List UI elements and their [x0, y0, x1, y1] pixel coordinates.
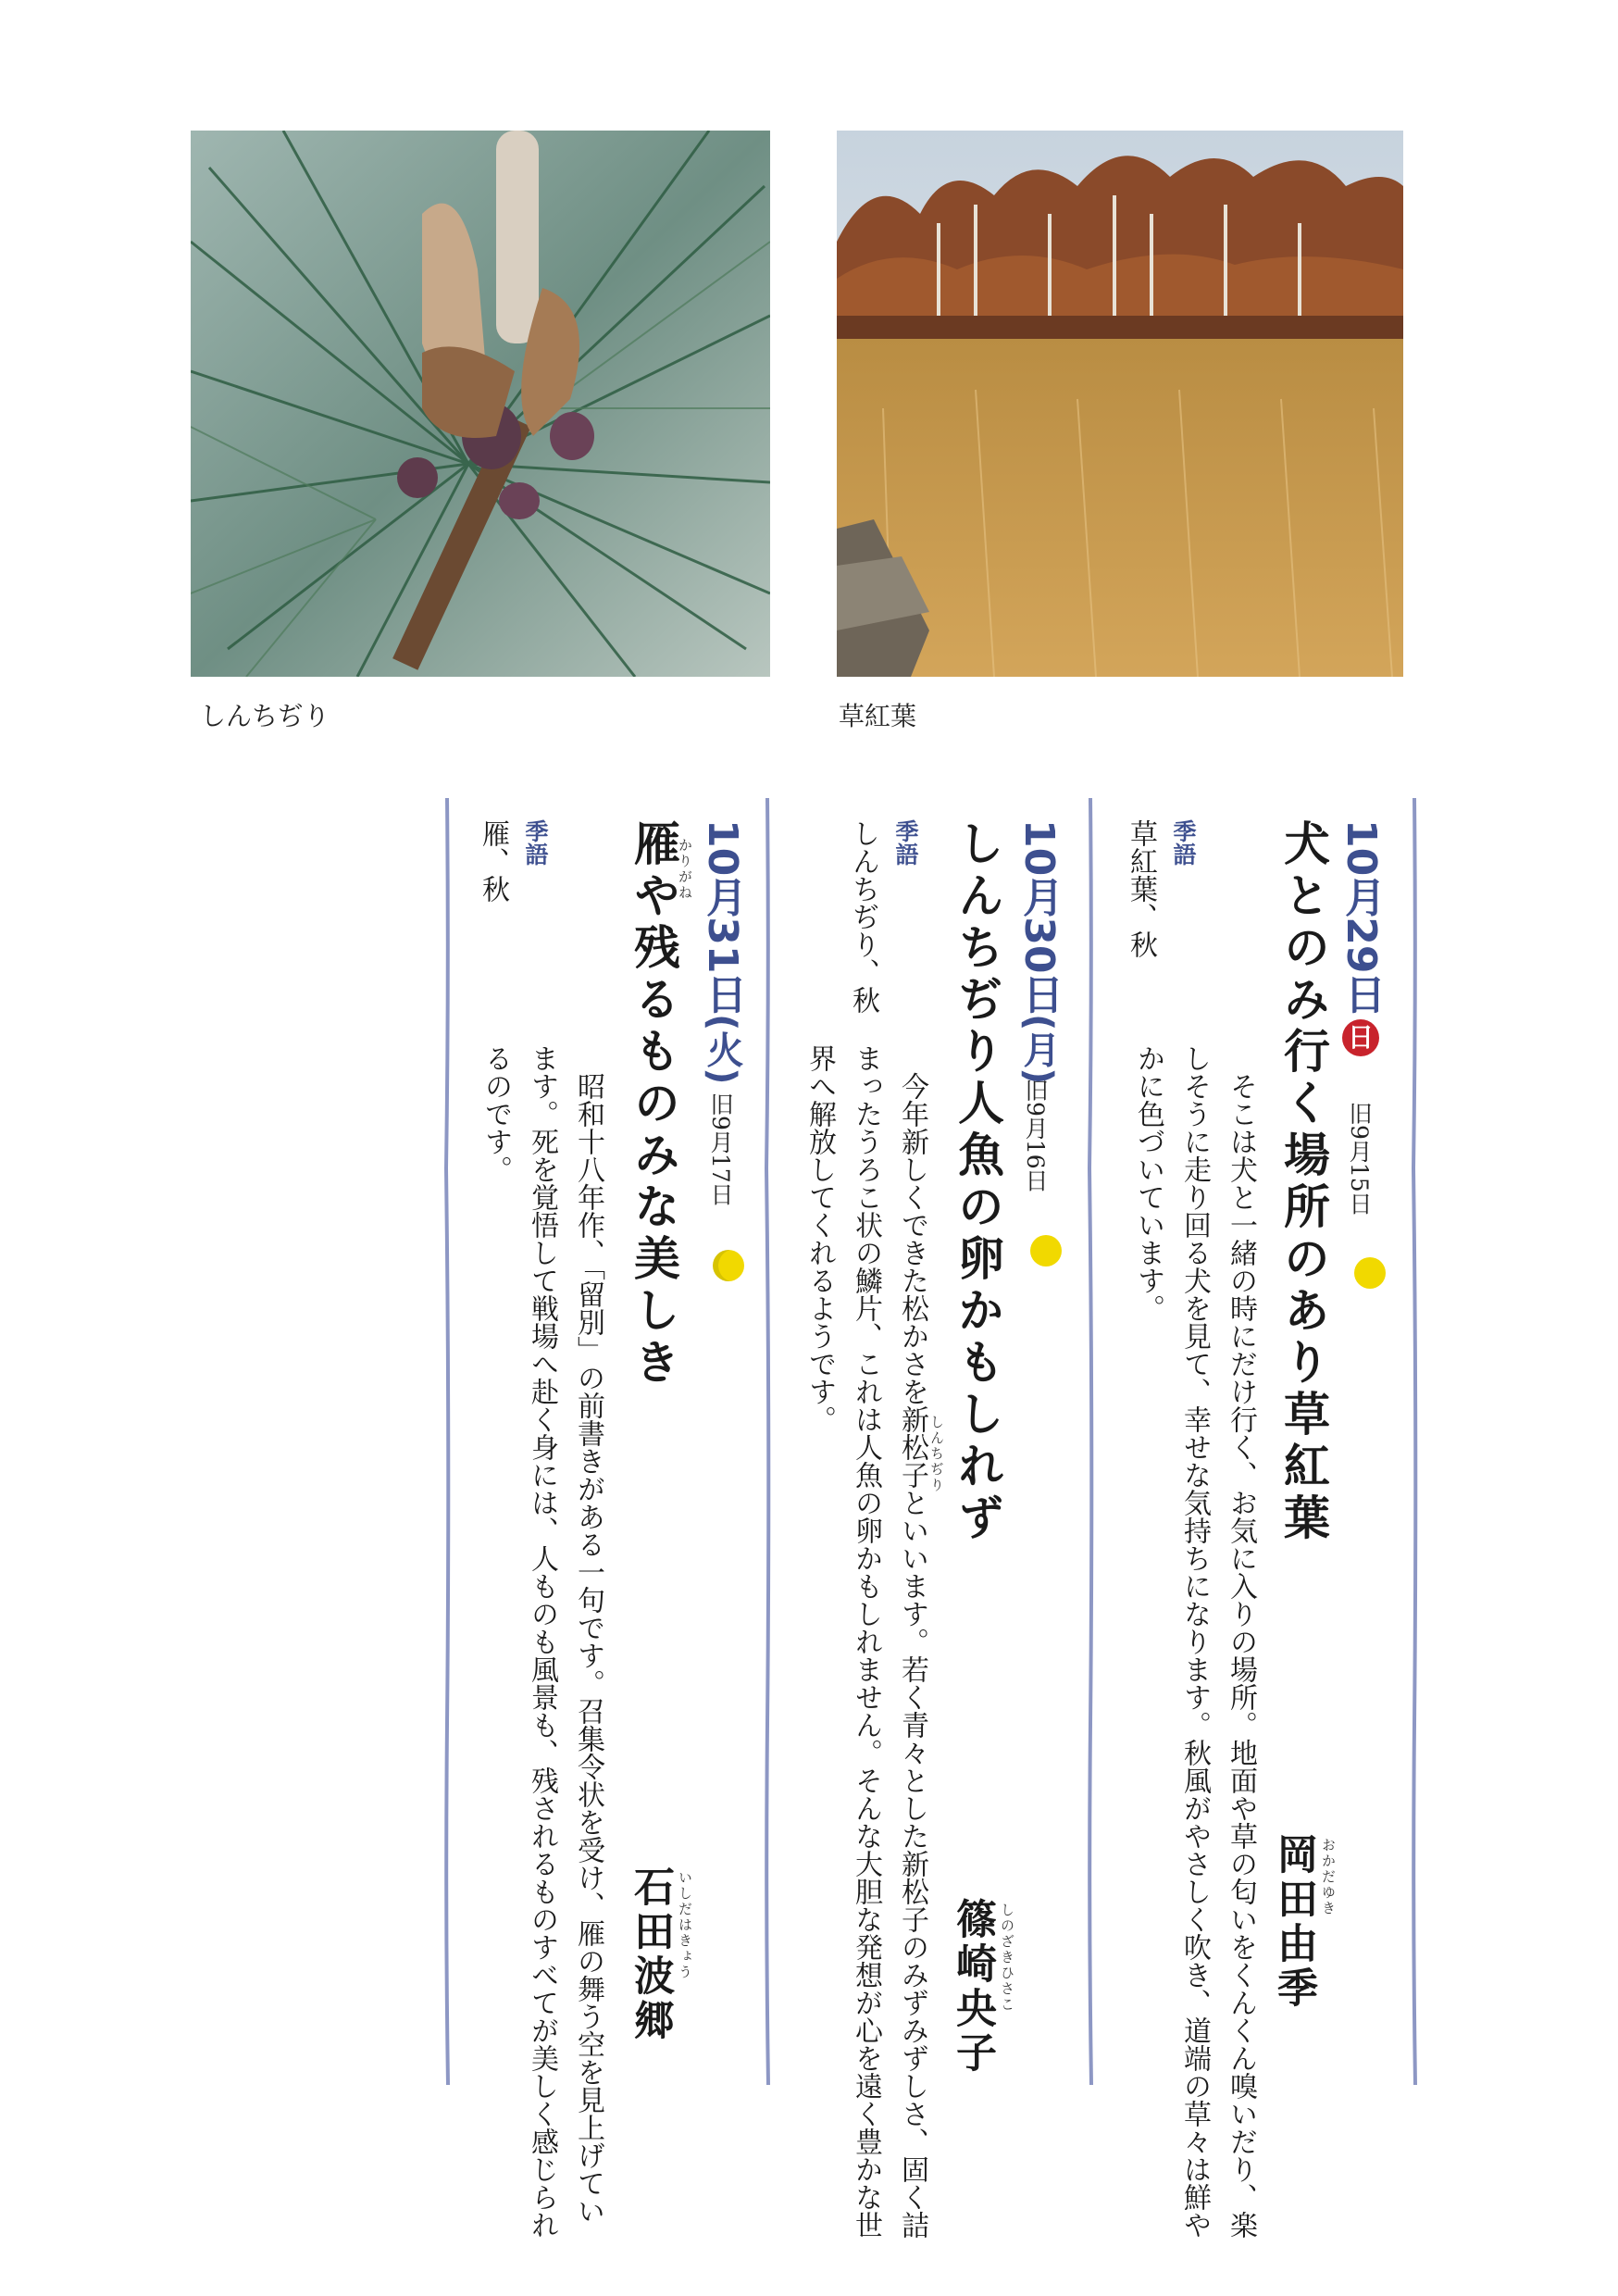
- photo-caption: しんちぢり: [200, 701, 330, 731]
- old-calendar-date: 旧9月16日: [1022, 1079, 1049, 1192]
- kigo-text: 草紅葉、秋: [1125, 819, 1157, 958]
- entry-date: [692, 819, 752, 1085]
- author-ruby: おかだゆき: [1320, 1838, 1337, 1916]
- photo-caption: 草紅葉: [839, 701, 917, 731]
- month-day: 10月29日: [1338, 819, 1385, 1015]
- author-ruby: しのざきひさこ: [999, 1903, 1015, 2013]
- commentary-text: 昭和十八年作、「留別」の前書きがある一句です。召集令状を受け、雁の舞う空を見上げています。死を覚悟して戦場へ赴く身には、人ものも風景も、残されるものすべてが美しく感じられるのです。: [479, 1044, 604, 2239]
- sunday-badge: 日: [1342, 1019, 1379, 1056]
- month-day: 10月31日: [699, 819, 746, 1015]
- old-calendar-date: 旧9月17日: [707, 1092, 734, 1206]
- body-ruby: しんちぢり: [928, 1415, 945, 1493]
- commentary: [796, 1044, 935, 2239]
- haiku-title: 雁や残るものみな美しき: [627, 819, 681, 1390]
- pine-cone-photo: [191, 131, 770, 677]
- commentary-text: 今年新しくできた松かさを新松子といいます。若く青々とした新松子のみずみずしさ、固く詰まったうろこ状の鱗片、これは人魚の卵かもしれません。そんな大胆な発想が心を遠く豊かな世界へ解放してくれるようです。: [803, 1044, 928, 2239]
- kigo-label: 季語: [892, 819, 919, 866]
- divider: [1412, 798, 1418, 2085]
- haiku-author: 篠崎央子: [949, 1898, 996, 2076]
- kigo-text: しんちぢり、秋: [847, 819, 879, 1014]
- entry-date: [1009, 819, 1068, 1085]
- weekday-paren: (火): [701, 1014, 743, 1086]
- divider: [765, 798, 771, 2085]
- weekday-paren: (月): [1017, 1014, 1060, 1086]
- kigo-text: 雁、秋: [477, 819, 509, 903]
- autumn-marsh-photo: [837, 131, 1403, 677]
- weekday: 火: [701, 1030, 743, 1068]
- full-moon-icon: [1354, 1257, 1386, 1289]
- old-calendar-date: 旧9月15日: [1346, 1102, 1373, 1216]
- haiku-title: 犬とのみ行く場所のあり草紅葉: [1276, 819, 1331, 1545]
- entry-date: [1331, 819, 1390, 1062]
- waning-moon-icon: [713, 1250, 744, 1281]
- commentary-text: そこは犬と一緒の時にだけ行く、お気に入りの場所。地面や草の匂いをくんくん嗅いだり、楽しそうに走り回る犬を見て、幸せな気持ちになります。秋風がやさしく吹き、道端の草々は鮮やかに色づいています。: [1132, 1044, 1257, 2239]
- haiku-author: 石田波郷: [627, 1866, 674, 2043]
- kigo-label: 季語: [522, 819, 549, 866]
- haiku-title: しんちぢり人魚の卵かもしれず: [951, 819, 1005, 1545]
- title-ruby: かりがね: [677, 838, 693, 901]
- full-moon-icon: [1030, 1235, 1062, 1267]
- haiku-author: 岡田由季: [1270, 1833, 1317, 2011]
- month-day: 10月30日: [1015, 819, 1063, 1015]
- weekday: 月: [1017, 1030, 1060, 1068]
- commentary: [1125, 1044, 1263, 2239]
- commentary: [472, 1044, 611, 2239]
- divider: [1088, 798, 1094, 2085]
- author-ruby: いしだはきょう: [677, 1870, 693, 1980]
- kigo-label: 季語: [1170, 819, 1197, 866]
- divider: [444, 798, 451, 2085]
